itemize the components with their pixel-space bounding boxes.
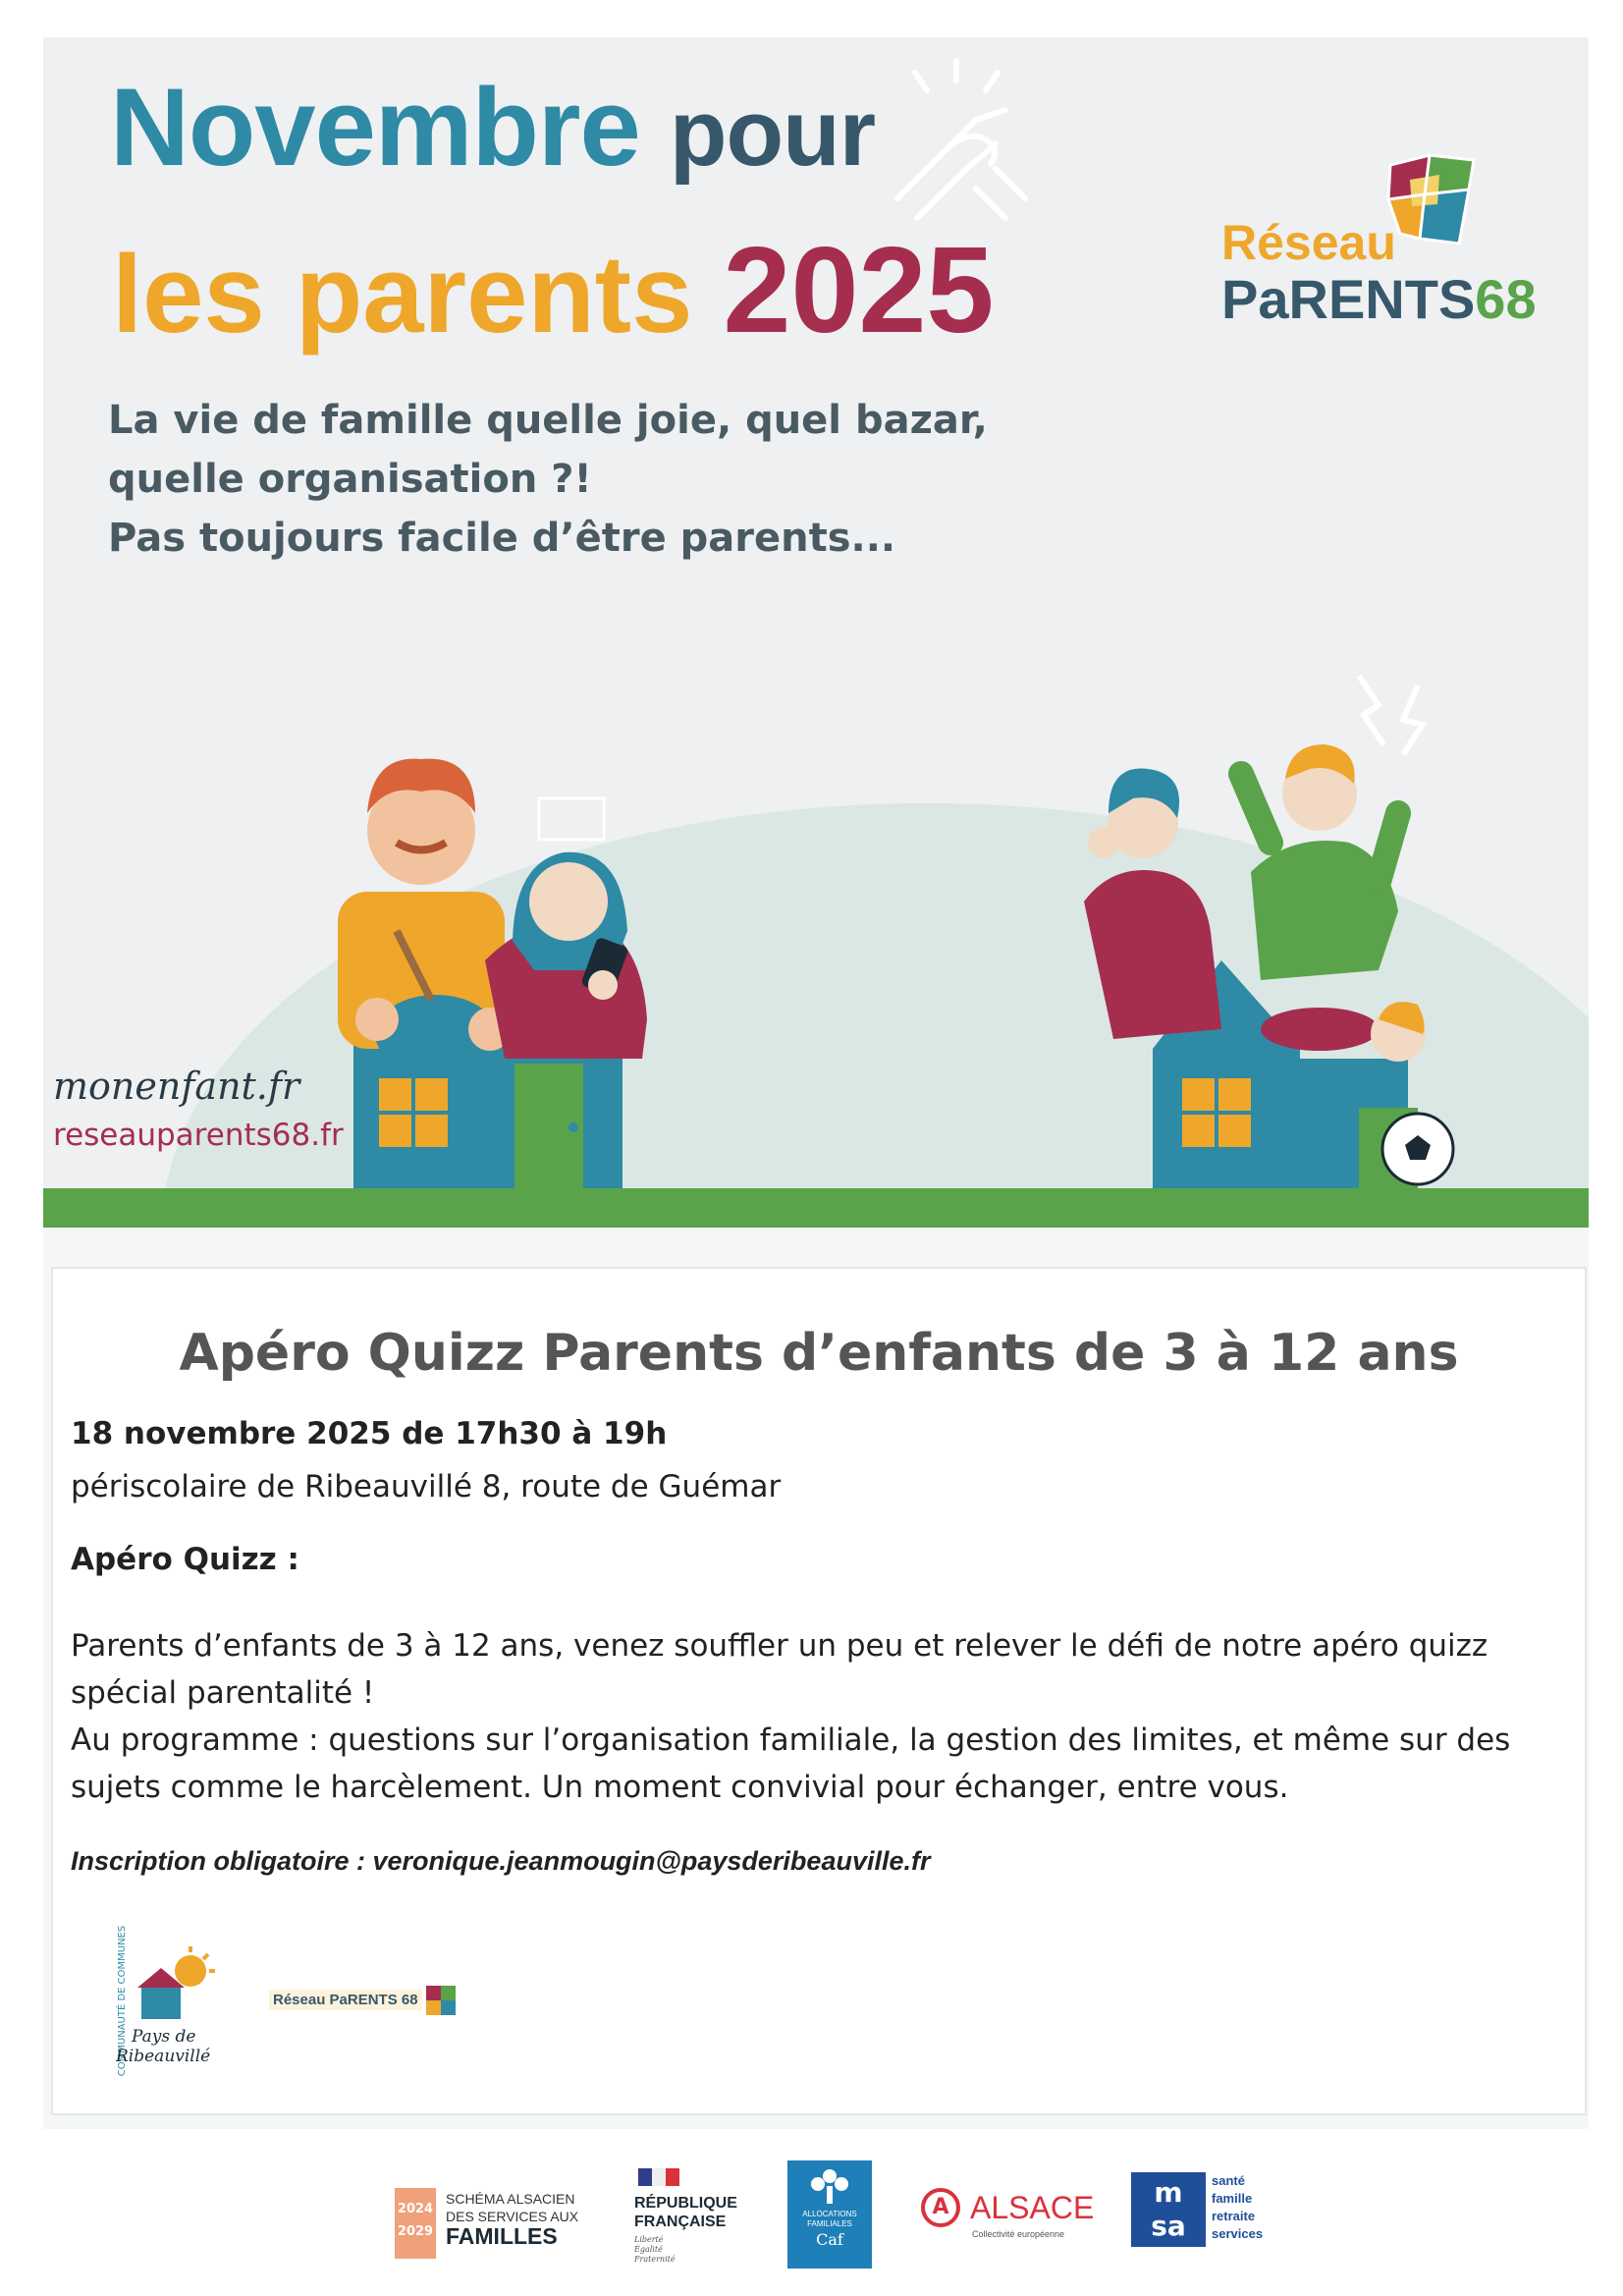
rf-text: [634, 2194, 737, 2231]
event-date: 18 novembre 2025 de 17h30 à 19h: [71, 1416, 668, 1451]
mosaic-heart-icon: [1380, 145, 1488, 253]
reseau-logo-number: 68: [1475, 268, 1537, 330]
schema-years: [395, 2188, 436, 2259]
pays-ribeauville-logo: [92, 1925, 230, 2084]
monenfant-logo[interactable]: monenfant.fr: [53, 1065, 300, 1108]
tagline-line3: Pas toujours facile d’être parents...: [108, 516, 896, 561]
reseau-link[interactable]: reseauparents68.fr: [53, 1118, 344, 1153]
schema-text: [446, 2190, 579, 2249]
mini-mosaic-icon: [426, 1986, 456, 2015]
schema-year-bottom: 2029: [397, 2224, 434, 2239]
links-block: [53, 1065, 344, 1153]
communaute-label: COMMUNAUTÉ DE COMMUNES: [117, 1925, 129, 2077]
tagline-line2: quelle organisation ?!: [108, 457, 592, 502]
schema-alsacien-logo: [395, 2160, 601, 2269]
partner-mini-logos: [92, 1925, 465, 2084]
soccer-ball-icon: [1382, 1114, 1453, 1184]
poster: [43, 37, 1589, 2129]
caf-text: [787, 2210, 872, 2249]
dad-figure: [338, 759, 512, 1073]
caf-logo: [787, 2160, 872, 2269]
sun-house-icon: [122, 1946, 220, 2025]
pays-line2: Ribeauvillé: [116, 2047, 211, 2066]
event-place: périscolaire de Ribeauvillé 8, route de Guémar: [71, 1469, 782, 1504]
rf-line2: FRANÇAISE: [634, 2214, 727, 2230]
hero-banner: [43, 37, 1589, 1228]
msa-text: [1212, 2172, 1263, 2243]
footer-logos: [0, 2160, 1623, 2278]
caf-tree-icon: [807, 2166, 852, 2206]
headline-line2: [112, 223, 995, 358]
alsace-name: ALSACE: [970, 2190, 1095, 2225]
tagline-line1: La vie de famille quelle joie, quel bazar,: [108, 398, 988, 443]
caf-line2: FAMILIALES: [807, 2219, 852, 2228]
stress-lightning-icon: [1359, 676, 1423, 754]
rf-motto: [634, 2235, 676, 2265]
msa-line1: santé: [1212, 2173, 1245, 2188]
msa-line4: services: [1212, 2226, 1264, 2241]
event-paragraph-2: Au programme : questions sur l’organisation familiale, la gestion des limites, et même sur des sujets comme le harcèlement. Un moment convivial pour échanger, entre vous.: [71, 1722, 1511, 1805]
event-paragraph-1: Parents d’enfants de 3 à 12 ans, venez souffler un peu et relever le défi de notre apéro quizz spécial parentalité !: [71, 1628, 1488, 1711]
reseau-parents-logo: [1221, 136, 1537, 381]
headline-line1: [110, 66, 876, 189]
schema-line3: FAMILLES: [446, 2223, 558, 2249]
event-description: [71, 1622, 1563, 1811]
republique-francaise-logo: [634, 2160, 752, 2269]
reseau-logo-word1: Réseau: [1221, 215, 1396, 270]
tagline: [108, 391, 988, 568]
schema-line1: SCHÉMA ALSACIEN: [446, 2191, 575, 2207]
event-title: Apéro Quizz Parents d’enfants de 3 à 12 ans: [179, 1324, 1459, 1383]
alsace-logo: [911, 2160, 1100, 2269]
msa-mark-icon: m sa: [1131, 2172, 1206, 2247]
pays-line1: Pays de: [132, 2027, 196, 2047]
reseau-logo-word2: PaRENTS: [1221, 268, 1476, 330]
rf-motto3: Fraternité: [634, 2255, 676, 2264]
inscription-text[interactable]: Inscription obligatoire : veronique.jeanmougin@paysderibeauville.fr: [71, 1846, 931, 1876]
schema-line2: DES SERVICES AUX: [446, 2209, 579, 2224]
rf-motto2: Égalité: [634, 2245, 663, 2254]
schema-year-top: 2024: [397, 2202, 434, 2216]
msa-logo: [1131, 2160, 1288, 2269]
alsace-sub: Collectivité européenne: [972, 2229, 1065, 2239]
headline-year: 2025: [723, 223, 995, 358]
msa-line3: retraite: [1212, 2209, 1256, 2223]
stressed-dad-figure: [1241, 744, 1398, 980]
headline-les-parents: les parents: [112, 233, 693, 355]
caf-line1: ALLOCATIONS: [802, 2210, 857, 2218]
headline-novembre: Novembre: [110, 66, 640, 189]
marianne-flag-icon: [638, 2168, 681, 2186]
event-card: [51, 1267, 1587, 2115]
headline-pour: pour: [669, 81, 876, 186]
reseau-logo-word2-wrap: [1221, 267, 1537, 331]
event-subheading: Apéro Quizz :: [71, 1542, 299, 1577]
caf-name: Caf: [816, 2230, 843, 2249]
reseau-small-logo: Réseau PaRENTS 68: [269, 1990, 422, 2010]
msa-line2: famille: [1212, 2191, 1253, 2206]
rf-line1: RÉPUBLIQUE: [634, 2195, 737, 2212]
alsace-mark-icon: A: [921, 2188, 960, 2227]
handshake-icon: [858, 51, 1055, 247]
rf-motto1: Liberté: [634, 2235, 664, 2244]
